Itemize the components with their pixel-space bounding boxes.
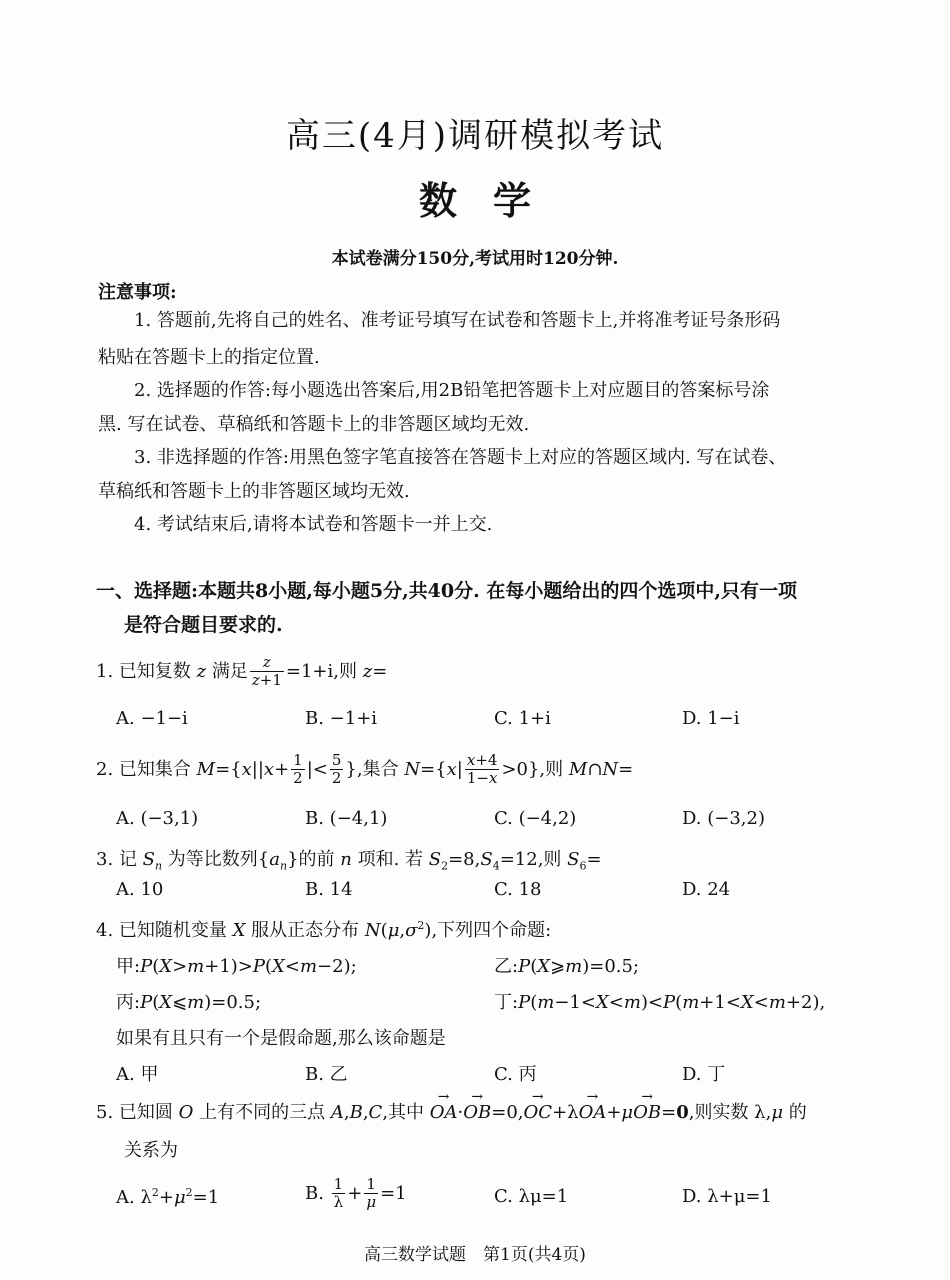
section-heading-cont: 是符合题目要求的. bbox=[124, 614, 283, 636]
notice-heading: 注意事项: bbox=[98, 282, 177, 303]
notice-item-3: 3. 非选择题的作答:用黑色签字笔直接答在答题卡上对应的答题区域内. 写在试卷、 bbox=[134, 447, 787, 468]
notice-item-2: 2. 选择题的作答:每小题选出答案后,用2B铅笔把答题卡上对应题目的答案标号涂 bbox=[134, 380, 770, 401]
question-2: 2. 已知集合 M={x||x+ $\frac{1}{2}$ |< $\frac{5}{2}$ },集合 N={x| $\frac{x+4}{1-x}$ >0},则 M∩N= bbox=[96, 751, 634, 788]
q3-option-d: D. 24 bbox=[682, 879, 731, 900]
q2-option-c: C. (−4,2) bbox=[494, 808, 577, 829]
q1-option-b: B. −1+i bbox=[305, 708, 378, 729]
q4-statement-ding: 丁:P(m−1<X<m)<P(m+1<X<m+2), bbox=[494, 992, 826, 1013]
q5-option-d: D. λ+μ=1 bbox=[682, 1186, 772, 1207]
exam-title: 高三(4月)调研模拟考试 bbox=[285, 116, 665, 156]
notice-item-2-cont: 黑. 写在试卷、草稿纸和答题卡上的非答题区域均无效. bbox=[98, 414, 530, 435]
notice-item-3-cont: 草稿纸和答题卡上的非答题区域均无效. bbox=[98, 481, 410, 502]
subject-title: 数学 bbox=[418, 178, 567, 223]
notice-item-4: 4. 考试结束后,请将本试卷和答题卡一并上交. bbox=[134, 514, 493, 535]
notice-item-1-cont: 粘贴在答题卡上的指定位置. bbox=[98, 347, 320, 368]
question-4: 4. 已知随机变量 X 服从正态分布 $N(\mu,\sigma^2)$,下列四个命题: bbox=[96, 919, 552, 941]
q5-option-a: A. $\lambda^2+\mu^2=1$ bbox=[116, 1186, 220, 1208]
page-footer: 高三数学试题 第1页(共4页) bbox=[364, 1245, 586, 1265]
q4-option-c: C. 丙 bbox=[494, 1064, 537, 1085]
question-3: 3. 记 $S_n$ 为等比数列$\{a_n\}$的前 n 项和. 若 $S_2=8,S_4=12$,则 $S_6=$ bbox=[96, 849, 602, 873]
notice-item-1: 1. 答题前,先将自己的姓名、准考证号填写在试卷和答题卡上,并将准考证号条形码 bbox=[134, 310, 781, 331]
q2-option-b: B. (−4,1) bbox=[305, 808, 388, 829]
q1-option-a: A. −1−i bbox=[116, 708, 188, 729]
q4-option-d: D. 丁 bbox=[682, 1064, 726, 1085]
q3-option-b: B. 14 bbox=[305, 879, 353, 900]
q4-statement-bing: 丙:P(X⩽m)=0.5; bbox=[116, 992, 262, 1013]
q4-conclusion: 如果有且只有一个是假命题,那么该命题是 bbox=[116, 1028, 446, 1049]
question-5: 5. 已知圆 O 上有不同的三点 A,B,C,其中 OA →·OB →=0,OC →+λOA →+μOB →=0,则实数 λ,μ 的 bbox=[96, 1098, 807, 1124]
q4-statement-yi: 乙:P(X⩾m)=0.5; bbox=[494, 956, 640, 977]
q2-option-a: A. (−3,1) bbox=[116, 808, 199, 829]
question-5-cont: 关系为 bbox=[124, 1140, 178, 1161]
q4-option-b: B. 乙 bbox=[305, 1064, 348, 1085]
q1-option-d: D. 1−i bbox=[682, 708, 740, 729]
q5-option-c: C. λμ=1 bbox=[494, 1186, 569, 1207]
section-heading: 一、选择题:本题共8小题,每小题5分,共40分. 在每小题给出的四个选项中,只有一项 bbox=[96, 580, 797, 602]
q3-option-c: C. 18 bbox=[494, 879, 542, 900]
q5-option-b: B. $\frac{1}{\lambda}$ + $\frac{1}{\mu}$ =1 bbox=[305, 1175, 407, 1212]
q3-option-a: A. 10 bbox=[116, 879, 164, 900]
q4-statement-jia: 甲:P(X>m+1)>P(X<m−2); bbox=[116, 956, 357, 977]
q4-option-a: A. 甲 bbox=[116, 1064, 159, 1085]
q2-option-d: D. (−3,2) bbox=[682, 808, 765, 829]
q1-option-c: C. 1+i bbox=[494, 708, 551, 729]
exam-info: 本试卷满分150分,考试用时120分钟. bbox=[331, 249, 619, 269]
question-1: 1. 已知复数 z 满足 $\frac{z}{z+1}$ =1+i,则 z= bbox=[96, 653, 388, 690]
